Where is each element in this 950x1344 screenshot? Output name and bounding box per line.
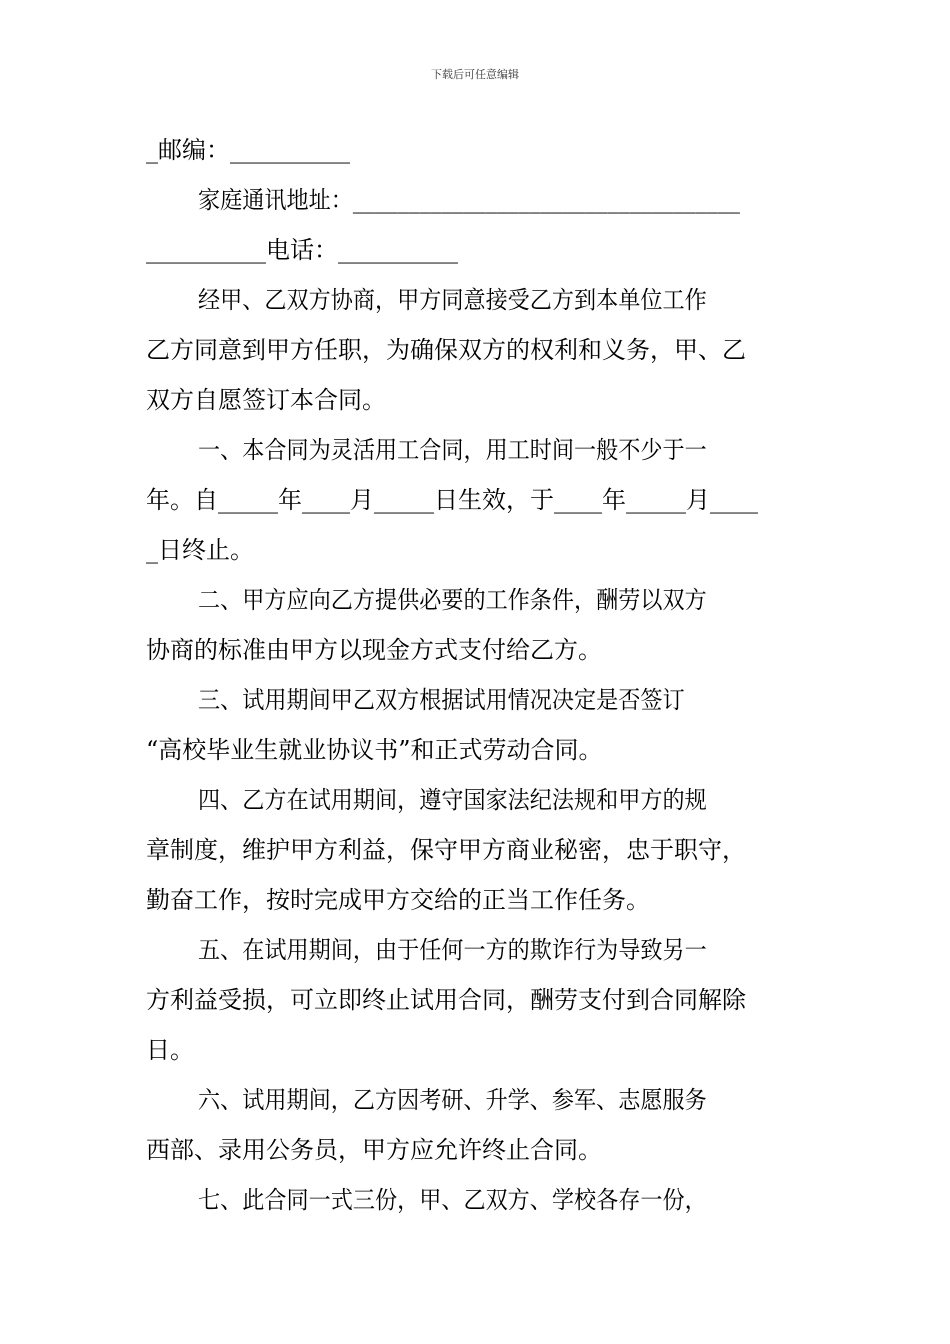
text-line: 七、此合同一式三份，甲、乙双方、学校各存一份， [198,1186,707,1214]
text-line: 三、试用期间甲乙双方根据试用情况决定是否签订 [198,686,685,714]
text-line: 协商的标准由甲方以现金方式支付给乙方。 [146,636,602,664]
text-line: _邮编：__________ [146,136,350,164]
text-line: 一、本合同为灵活用工合同，用工时间一般不少于一 [198,436,707,464]
text-line: 乙方同意到甲方任职，为确保双方的权利和义务，甲、乙 [146,336,746,364]
text-line: 方利益受损，可立即终止试用合同，酬劳支付到合同解除 [146,986,746,1014]
text-line: _日终止。 [146,536,254,564]
text-line: “高校毕业生就业协议书”和正式劳动合同。 [146,736,603,764]
text-line: 四、乙方在试用期间，遵守国家法纪法规和甲方的规 [198,786,707,814]
text-line: 经甲、乙双方协商，甲方同意接受乙方到本单位工作 [198,286,707,314]
text-line: 日。 [146,1036,194,1064]
text-line: 双方自愿签订本合同。 [146,386,386,414]
text-line: 年。自_____年____月_____日生效，于____年_____月____ [146,486,758,514]
text-line: __________电话：__________ [146,236,458,264]
text-line: 二、甲方应向乙方提供必要的工作条件，酬劳以双方 [198,586,707,614]
text-line: 家庭通讯地址：___________________________________ [198,186,740,214]
page-header: 下载后可任意编辑 [431,68,519,81]
text-line: 六、试用期间，乙方因考研、升学、参军、志愿服务 [198,1086,707,1114]
text-line: 章制度，维护甲方利益，保守甲方商业秘密，忠于职守， [146,836,746,864]
text-line: 西部、录用公务员，甲方应允许终止合同。 [146,1136,602,1164]
text-line: 勤奋工作，按时完成甲方交给的正当工作任务。 [146,886,650,914]
text-line: 五、在试用期间，由于任何一方的欺诈行为导致另一 [198,936,707,964]
